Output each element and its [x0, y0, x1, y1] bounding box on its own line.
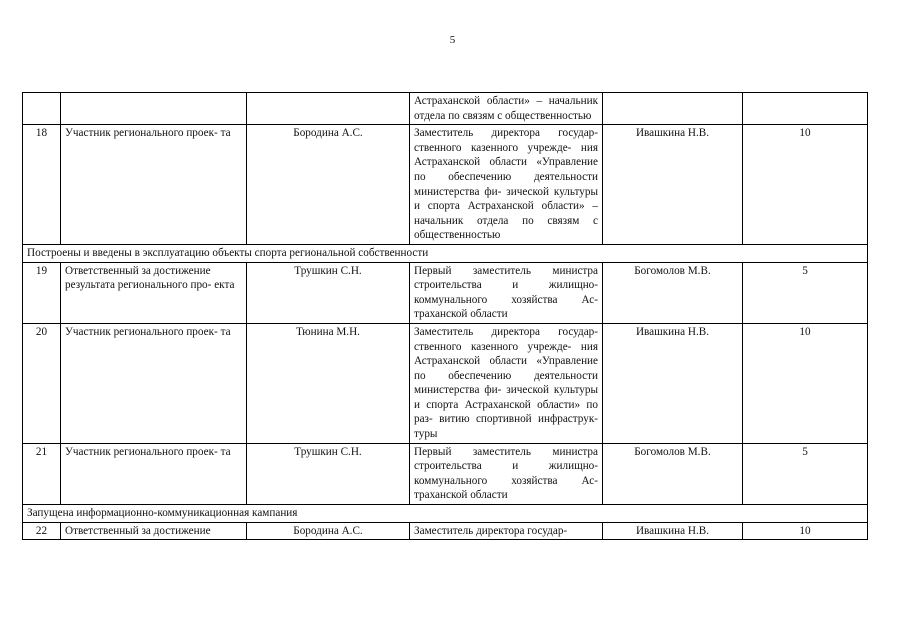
position-cell-line: начальник отдела по связям с [414, 214, 598, 227]
person-name-cell: Трушкин С.Н. [247, 443, 410, 504]
role-cell [61, 262, 247, 323]
section-header-row [23, 505, 868, 523]
role-cell [61, 522, 247, 540]
role-cell-line: та [220, 325, 231, 338]
person-name-cell: Тюнина М.Н. [247, 323, 410, 443]
responsibility-table [22, 92, 868, 540]
position-cell-line: Астраханской области» по раз- [414, 398, 598, 426]
position-cell [410, 93, 603, 125]
position-cell-line: Первый заместитель министра [414, 264, 598, 277]
table-row [23, 443, 868, 504]
table-row [23, 323, 868, 443]
table-row [23, 522, 868, 540]
supervisor-cell: Ивашкина Н.В. [603, 522, 743, 540]
person-name-cell: Бородина А.С. [247, 125, 410, 245]
role-cell [61, 125, 247, 245]
position-cell [410, 522, 603, 540]
role-cell-line: Участник регионального проек- [65, 325, 218, 338]
position-cell-line: деятельности министерства фи- [414, 369, 599, 397]
position-cell-line: деятельности министерства фи- [414, 170, 599, 198]
row-number-cell: 20 [23, 323, 61, 443]
role-cell-line: Участник регионального проек- [65, 127, 218, 140]
row-number-cell [23, 93, 61, 125]
role-cell-line: результата регионального про- [65, 279, 212, 292]
position-cell-line: коммунального хозяйства Ас- [414, 474, 598, 487]
table-row [23, 125, 868, 245]
position-cell [410, 323, 603, 443]
table-row-continuation [23, 93, 868, 125]
position-cell-line: Астраханской области» – [414, 95, 543, 107]
role-cell-line: та [220, 127, 231, 140]
position-cell-line: общественностью [414, 229, 501, 242]
position-cell-line: строительства и жилищно- [414, 279, 598, 292]
position-cell [410, 262, 603, 323]
position-cell-line: ственного казенного учрежде- [414, 340, 572, 353]
position-cell-line: траханской области [414, 308, 508, 321]
row-number-cell: 21 [23, 443, 61, 504]
role-cell-line: Ответственный за достижение [65, 524, 211, 537]
position-cell-line: витию спортивной инфраструк- [439, 413, 598, 426]
page-number: 5 [449, 34, 456, 46]
supervisor-cell: Ивашкина Н.В. [603, 125, 743, 245]
position-cell-line: зической культуры и спорта [414, 185, 599, 213]
section-title: Построены и введены в эксплуатацию объекты спорта региональной собственности [23, 244, 868, 262]
position-cell-line: ния Астраханской области [414, 141, 598, 169]
position-cell-line: траханской области [414, 489, 508, 502]
position-cell-line: ственного казенного учрежде- [414, 141, 572, 154]
section-title: Запущена информационно-коммуникационная кампания [23, 505, 868, 523]
row-number-cell: 18 [23, 125, 61, 245]
role-cell-line: Участник регионального проек- [65, 445, 218, 458]
percent-cell: 5 [743, 443, 868, 504]
position-cell-line: Первый заместитель министра [414, 445, 598, 458]
role-cell-line: Ответственный за достижение [65, 264, 211, 277]
table-row [23, 262, 868, 323]
percent-cell: 10 [743, 125, 868, 245]
section-header-row [23, 244, 868, 262]
person-name-cell [247, 93, 410, 125]
position-cell-line: зической культуры и спорта [414, 384, 599, 411]
role-cell-line: екта [214, 279, 235, 292]
position-cell-line: Астраханской области» – [467, 200, 599, 213]
position-cell-line: «Управление по обеспечению [414, 156, 599, 183]
supervisor-cell: Ивашкина Н.В. [603, 323, 743, 443]
percent-cell: 10 [743, 522, 868, 540]
role-cell [61, 443, 247, 504]
position-cell-line: Заместитель директора государ- [414, 524, 568, 537]
row-number-cell: 22 [23, 522, 61, 540]
supervisor-cell: Богомолов М.В. [603, 443, 743, 504]
percent-cell [743, 93, 868, 125]
percent-cell: 5 [743, 262, 868, 323]
role-cell-line: та [220, 445, 231, 458]
position-cell-line: ния Астраханской области [414, 340, 598, 368]
position-cell-line: Заместитель директора государ- [414, 127, 598, 140]
supervisor-cell: Богомолов М.В. [603, 262, 743, 323]
position-cell-line: коммунального хозяйства Ас- [414, 293, 598, 306]
role-cell [61, 93, 247, 125]
row-number-cell: 19 [23, 262, 61, 323]
position-cell-line: «Управление по обеспечению [414, 355, 599, 382]
supervisor-cell [603, 93, 743, 125]
position-cell-line: общественностью [505, 109, 592, 122]
percent-cell: 10 [743, 323, 868, 443]
position-cell-line: строительства и жилищно- [414, 460, 598, 473]
position-cell [410, 443, 603, 504]
person-name-cell: Трушкин С.Н. [247, 262, 410, 323]
person-name-cell: Бородина А.С. [247, 522, 410, 540]
role-cell [61, 323, 247, 443]
position-cell-line: туры [414, 428, 438, 441]
position-cell-line: начальник отдела по связям с [414, 95, 599, 122]
position-cell-line: Заместитель директора государ- [414, 325, 598, 338]
position-cell [410, 125, 603, 245]
